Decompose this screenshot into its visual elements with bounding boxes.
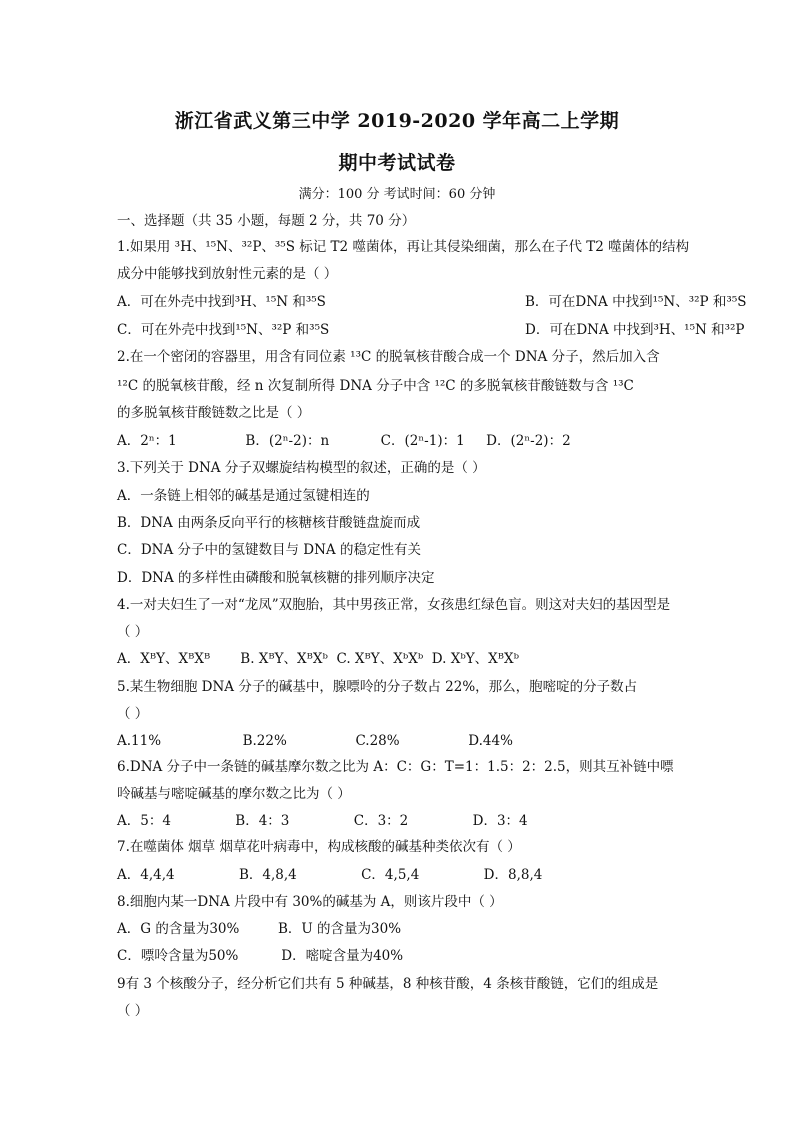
title-line-1: 浙江省武义第三中学 2019-2020 学年高二上学期 xyxy=(174,110,620,132)
q2-stem-2: ¹²C 的脱氧核苷酸，经 n 次复制所得 DNA 分子中含 ¹²C 的多脱氧核苷酸链数与含 ¹³C xyxy=(117,378,634,394)
q1-stem-1: 1.如果用 ³H、¹⁵N、³²P、³⁵S 标记 T2 噬菌体，再让其侵染细菌，那么在子代 T2 噬菌体的结构 xyxy=(117,239,690,255)
exam-meta: 满分：100 分 考试时间：60 分钟 xyxy=(298,187,496,202)
q1-options-row-1 xyxy=(117,293,747,311)
q1-option-d: D．可在DNA 中找到³H、¹⁵N 和³²P xyxy=(525,322,745,338)
q4-stem-1: 4.一对夫妇生了一对“龙凤”双胞胎，其中男孩正常，女孩患红绿色盲。则这对夫妇的基因型是 xyxy=(117,597,671,613)
q1-stem-2: 成分中能够找到放射性元素的是（ ） xyxy=(117,266,338,282)
q9-stem-1: 9有 3 个核酸分子，经分析它们共有 5 种碱基，8 种核苷酸，4 条核苷酸链，它们的组成是 xyxy=(117,976,659,992)
q7-options: A．4,4,4 B．4,8,4 C．4,5,4 D．8,8,4 xyxy=(117,867,543,883)
q6-stem-1: 6.DNA 分子中一条链的碱基摩尔数之比为 A：C：G：T=1：1.5：2：2.5，则其互补链中嘌 xyxy=(117,759,674,775)
q5-options: A.11% B.22% C.28% D.44% xyxy=(117,733,513,749)
q6-stem-2: 呤碱基与嘧啶碱基的摩尔数之比为（ ） xyxy=(117,786,351,802)
q3-stem: 3.下列关于 DNA 分子双螺旋结构模型的叙述，正确的是（ ） xyxy=(117,460,486,476)
q8-options-row-1: A．G 的含量为30% B．U 的含量为30% xyxy=(117,921,402,937)
q8-options-row-2: C．嘌呤含量为50% D．嘧啶含量为40% xyxy=(117,948,404,964)
q9-stem-2: （ ） xyxy=(117,1003,149,1019)
q6-options: A．5：4 B．4：3 C．3：2 D．3：4 xyxy=(117,813,528,829)
q2-stem-1: 2.在一个密闭的容器里，用含有同位素 ¹³C 的脱氧核苷酸合成一个 DNA 分子，然后加入含 xyxy=(117,349,660,365)
q2-stem-3: 的多脱氧核苷酸链数之比是（ ） xyxy=(117,405,311,421)
q3-option-c: C．DNA 分子中的氢键数目与 DNA 的稳定性有关 xyxy=(117,542,421,558)
q4-options: A．XᴮY、XᴮXᴮ B. XᴮY、XᴮXᵇ C. XᴮY、XᵇXᵇ D. XᵇY、XᴮXᵇ xyxy=(117,651,520,667)
q8-stem: 8.细胞内某一DNA 片段中有 30%的碱基为 A，则该片段中（ ） xyxy=(117,894,503,910)
q1-option-c: C．可在外壳中找到¹⁵N、³²P 和³⁵S xyxy=(117,322,330,338)
q1-option-b: B．可在DNA 中找到¹⁵N、³²P 和³⁵S xyxy=(525,294,747,310)
q3-option-b: B．DNA 由两条反向平行的核糖核苷酸链盘旋而成 xyxy=(117,515,421,531)
section-heading: 一、选择题（共 35 小题，每题 2 分，共 70 分） xyxy=(117,213,416,229)
q5-stem-2: （ ） xyxy=(117,706,149,722)
q2-options: A．2ⁿ：1 B．(2ⁿ-2)：n C．(2ⁿ-1)：1 D．(2ⁿ-2)：2 xyxy=(117,433,571,449)
q3-option-d: D．DNA 的多样性由磷酸和脱氧核糖的排列顺序决定 xyxy=(117,570,435,586)
q1-options-row-2 xyxy=(117,321,745,339)
title-line-2: 期中考试试卷 xyxy=(338,152,456,174)
q7-stem: 7.在噬菌体 烟草 烟草花叶病毒中，构成核酸的碱基种类依次有（ ） xyxy=(117,839,521,855)
q3-option-a: A．一条链上相邻的碱基是通过氢键相连的 xyxy=(117,488,370,504)
q1-option-a: A．可在外壳中找到³H、¹⁵N 和³⁵S xyxy=(117,294,326,310)
q5-stem-1: 5.某生物细胞 DNA 分子的碱基中，腺嘌呤的分子数占 22%，那么，胞嘧啶的分子数占 xyxy=(117,679,638,695)
q4-stem-2: （ ） xyxy=(117,624,149,640)
